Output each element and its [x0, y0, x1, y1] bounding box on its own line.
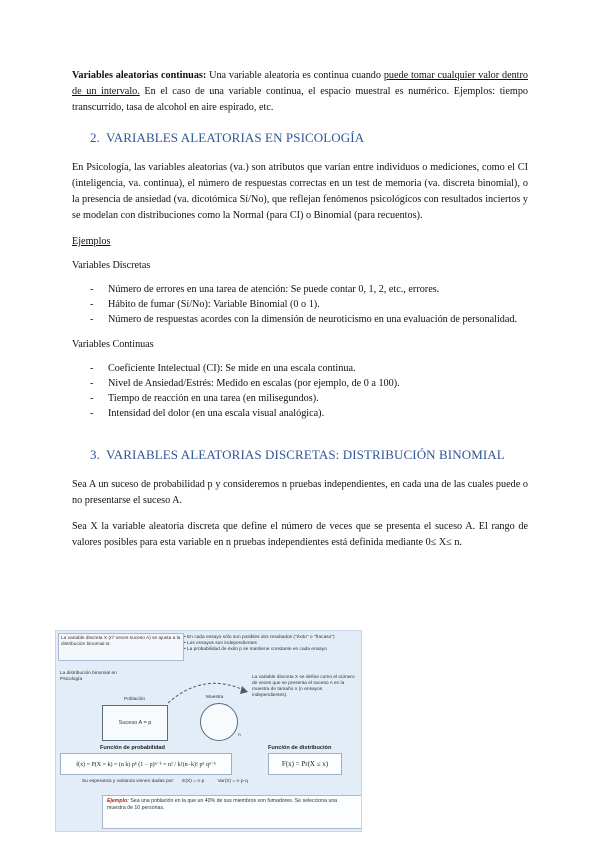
- list-item: - Intensidad del dolor (en una escala visual analógica).: [72, 406, 528, 421]
- fp-formula-box: [60, 753, 232, 775]
- list-item: - Tiempo de reacción en una tarea (en milisegundos).: [72, 391, 528, 406]
- fd-title: Función de distribución: [268, 745, 332, 751]
- sampling-arrow-icon: [164, 677, 254, 707]
- muestra-label: Muestra: [206, 695, 224, 700]
- binomial-diagram-figure: [55, 630, 362, 832]
- examples-label: Ejemplos: [72, 236, 111, 247]
- list-item: - Nivel de Ansiedad/Estrés: Medido en escalas (por ejemplo, de 0 a 100).: [72, 376, 528, 391]
- ejemplo-text: Sea una población en la que un 40% de sus miembros son fumadores. Se selecciona una muestra de 10 personas.: [107, 798, 338, 811]
- fd-formula: F(x) = Pr(X ≤ x): [281, 760, 329, 768]
- section3-heading: [72, 447, 528, 463]
- figure-note-2: • Los ensayos son independientes: [184, 641, 257, 646]
- section3-number: 3.: [90, 447, 100, 462]
- section2-title: VARIABLES ALEATORIAS EN PSICOLOGÍA: [105, 130, 365, 145]
- continuas-label: Variables Continuas: [72, 339, 154, 350]
- figure-explanation: La variable discreta X se define como el número de veces que se presenta el suceso A en la muestra de tamaño n (n ensayos independientes).: [252, 675, 355, 698]
- poblacion-label: Población: [124, 697, 146, 702]
- intro-text-a: Una variable aleatoria es continua cuando: [206, 70, 384, 81]
- intro-underlined: puede tomar cualquier valor dentro de un intervalo.: [72, 70, 529, 97]
- figure-note-1: • En cada ensayo sólo son posibles dos resultados ("éxito" o "fracaso"): [184, 635, 335, 640]
- fp-formula: f(x) = P(X = k) = (n k) pᵏ (1 − p)ⁿ⁻ᵏ = n! / k!(n−k)! pᵏ qⁿ⁻ᵏ: [76, 761, 216, 768]
- list-item: - Coeficiente Intelectual (CI): Se mide en una escala continua.: [72, 361, 528, 376]
- ejemplo-box: [102, 795, 362, 829]
- section3-paragraph-2: Sea X la variable aleatoria discreta que define el número de veces que se presenta el suceso A. El rango de valores posibles para esta variable en n pruebas independientes está definida mediante 0≤ X≤ n.: [72, 521, 528, 548]
- section2-heading: [72, 130, 528, 146]
- fd-formula-box: [268, 753, 342, 775]
- intro-term: Variables aleatorias continuas:: [72, 70, 207, 81]
- poblacion-box: [102, 705, 168, 741]
- muestra-n-label: n: [238, 733, 241, 738]
- esperanza-varianza: Su esperanza y varianza vienen dadas por: E(X) = n·p Var(X) = n·p·q: [82, 779, 248, 784]
- section2-number: 2.: [90, 130, 100, 145]
- list-item: - Número de respuestas acordes con la dimensión de neuroticismo en una evaluación de personalidad.: [72, 312, 528, 327]
- intro-paragraph: [72, 68, 528, 116]
- discretas-label: Variables Discretas: [72, 260, 151, 271]
- figure-top-left-box: La variable discreta X (nº veces suceso A) se ajusta a la distribución binomial si:: [58, 633, 184, 661]
- list-item: - Hábito de fumar (Sí/No): Variable Binomial (0 o 1).: [72, 297, 528, 312]
- list-item: - Número de errores en una tarea de atención: Se puede contar 0, 1, 2, etc., errores.: [72, 282, 528, 297]
- suceso-label: Suceso A = p: [118, 720, 152, 726]
- section2-paragraph: En Psicología, las variables aleatorias (va.) son atributos que varían entre individuos o mediciones, como el CI (inteligencia, va. continua), el número de respuestas correctas en un test de memoria (va. discreta binomial), o la presencia de ansiedad (va. dicotómica Sí/No), que reflejan fenómenos psicológicos con resultados inciertos y se modelan con distribuciones como la Normal (para CI) o Binomial (para recuentos).: [72, 162, 528, 221]
- section3-title: VARIABLES ALEATORIAS DISCRETAS: DISTRIBUCIÓN BINOMIAL: [105, 447, 505, 462]
- document-page: [72, 68, 528, 551]
- section3-paragraph-1: Sea A un suceso de probabilidad p y consideremos n pruebas independientes, en cada una de las cuales puede o no presentarse el suceso A.: [72, 479, 528, 506]
- ejemplo-label: Ejemplo:: [107, 798, 129, 804]
- figure-note-3: • La probabilidad de éxito p se mantiene constante en cada ensayo: [184, 647, 327, 652]
- continuas-list: [72, 361, 528, 421]
- figure-top-right-notes: [184, 635, 356, 653]
- discretas-list: [72, 282, 528, 327]
- figure-left-label: La distribución binomial en Psicología: [60, 671, 117, 682]
- fp-title: Función de probabilidad: [100, 745, 165, 751]
- muestra-circle: [200, 703, 238, 741]
- intro-text-b: En el caso de una variable continua, el espacio muestral es numérico. Ejemplos: tiempo transcurrido, tasa de alcohol en aire espirado, etc.: [72, 86, 529, 113]
